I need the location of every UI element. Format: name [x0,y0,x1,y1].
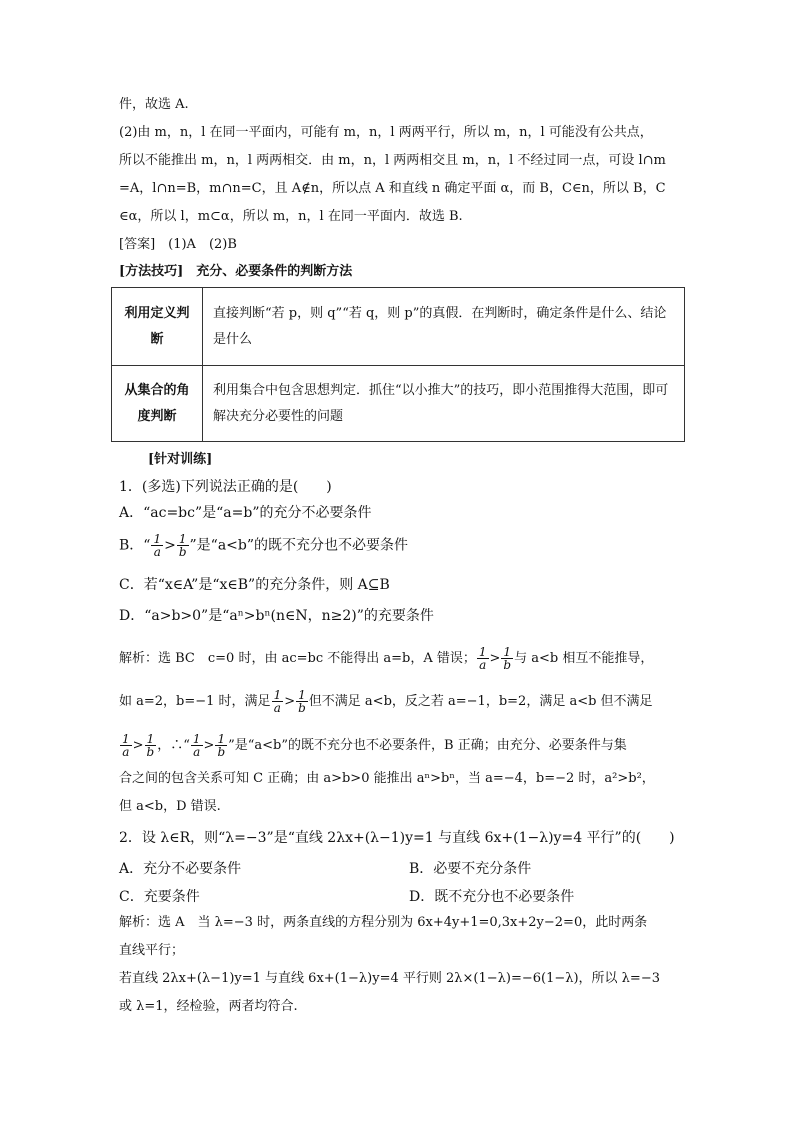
fraction [296,689,308,714]
solution-line [119,733,627,758]
text-line: 所以不能推出 m，n，l 两两相交．由 m，n，l 两两相交且 m，n，l 不经过同一点，可设 l∩m [119,153,666,168]
solution-line: 直线平行； [119,943,185,958]
fraction-numerator: 1 [145,733,157,746]
greater-than: > [164,537,176,554]
fraction-numerator: 1 [501,646,513,659]
method-table [111,287,685,442]
solution-line: 若直线 2λx+(λ−1)y=1 与直线 6x+(1−λ)y=4 平行则 2λ×(1−λ)=−6(1−λ)，所以 λ=−3 [119,971,660,986]
question-stem: 1．(多选)下列说法正确的是( ) [119,479,332,495]
text-line: (2)由 m，n，l 在同一平面内，可能有 m，n，l 两两平行，所以 m，n，l 可能没有公共点， [119,125,653,140]
fraction-denominator: a [193,745,201,759]
table-text-cell: 直接判断“若 p，则 q”“若 q，则 p”的真假．在判断时，确定条件是什么、结论是什么 [203,288,685,366]
table-head-cell: 从集合的角度判断 [112,366,203,442]
solution-text: ，∴“ [157,738,190,753]
solution-line: 或 λ=1，经检验，两者均符合. [119,999,298,1014]
greater-than: > [203,738,215,753]
option-b-suffix: ”是“a<b”的既不充分也不必要条件 [189,537,409,554]
text-line: =A，l∩n=B，m∩n=C，且 A∉n，所以点 A 和直线 n 确定平面 α，而 B，C∈n，所以 B，C [119,181,666,196]
fraction-denominator: b [298,701,306,715]
text-line: 件，故选 A. [119,97,189,112]
fraction-denominator: a [122,745,130,759]
fraction-numerator: 1 [296,689,308,702]
fraction-denominator: a [273,701,281,715]
fraction [191,733,203,758]
fraction-numerator: 1 [273,688,282,702]
question-stem: 2．设 λ∈R，则“λ=−3”是“直线 2λx+(λ−1)y=1 与直线 6x+(1−λ)y=4 平行”的( ) [119,830,675,846]
fraction [501,646,513,671]
option-b: B．必要不充分条件 [409,861,532,877]
solution-line: 合之间的包含关系可知 C 正确；由 a>b>0 能推出 aⁿ>bⁿ，当 a=−4，b=−2 时，a²>b²， [119,771,655,786]
fraction [151,533,163,558]
fraction-denominator: b [146,745,155,759]
greater-than: > [284,694,296,709]
option-d: D．“a>b>0”是“aⁿ>bⁿ(n∈N，n≥2)”的充要条件 [119,608,434,624]
solution-text: ”是“a<b”的既不充分也不必要条件，B 正确；由充分、必要条件与集 [228,738,627,753]
fraction-denominator: a [153,545,161,559]
table-text-cell: 利用集合中包含思想判定．抓住“以小推大”的技巧，即小范围推得大范围，即可解决充分必要性的问题 [203,366,685,442]
answer-line: [答案] (1)A (2)B [119,237,237,252]
training-label: [针对训练] [148,452,213,467]
fraction-numerator: 1 [478,645,487,659]
fraction-numerator: 1 [177,533,189,546]
option-a: A．“ac=bc”是“a=b”的充分不必要条件 [119,505,372,521]
solution-text: 解析：选 BC c=0 时，由 ac=bc 不能得出 a=b，A 错误； [119,651,476,666]
option-c: C．充要条件 [119,889,200,905]
table-head-cell: 利用定义判断 [112,288,203,366]
solution-text: 但不满足 a<b，反之若 a=−1，b=2，满足 a<b 但不满足 [308,694,653,709]
fraction-denominator: b [178,545,187,559]
method-title: [方法技巧] 充分、必要条件的判断方法 [119,264,353,279]
greater-than: > [489,651,501,666]
fraction [177,533,189,558]
option-b-prefix: B．“ [119,537,151,554]
greater-than: > [132,738,144,753]
solution-line: 但 a<b，D 错误. [119,799,221,814]
fraction [120,733,132,758]
fraction-numerator: 1 [122,732,130,746]
fraction [272,689,284,714]
fraction [477,646,489,671]
text-line: ∈α，所以 l，m⊂α，所以 m，n，l 在同一平面内．故选 B. [119,209,463,224]
solution-text: 与 a<b 相互不能推导， [514,651,654,666]
option-c: C．若“x∈A”是“x∈B”的充分条件，则 A⊆B [119,577,390,593]
solution-line [119,689,653,714]
table-row [112,288,685,366]
solution-text: 如 a=2，b=−1 时，满足 [119,694,271,709]
fraction-denominator: a [479,658,487,672]
fraction-denominator: b [503,658,512,672]
fraction-numerator: 1 [192,732,201,746]
fraction-numerator: 1 [215,733,227,746]
table-row [112,366,685,442]
option-a: A．充分不必要条件 [119,861,242,877]
fraction [215,733,227,758]
option-b [119,533,408,558]
fraction [145,733,157,758]
solution-line [119,646,653,671]
fraction-numerator: 1 [153,532,162,546]
option-d: D．既不充分也不必要条件 [409,889,575,905]
fraction-denominator: b [217,745,226,759]
solution-line: 解析：选 A 当 λ=−3 时，两条直线的方程分别为 6x+4y+1=0,3x+2y−2=0，此时两条 [119,915,648,930]
